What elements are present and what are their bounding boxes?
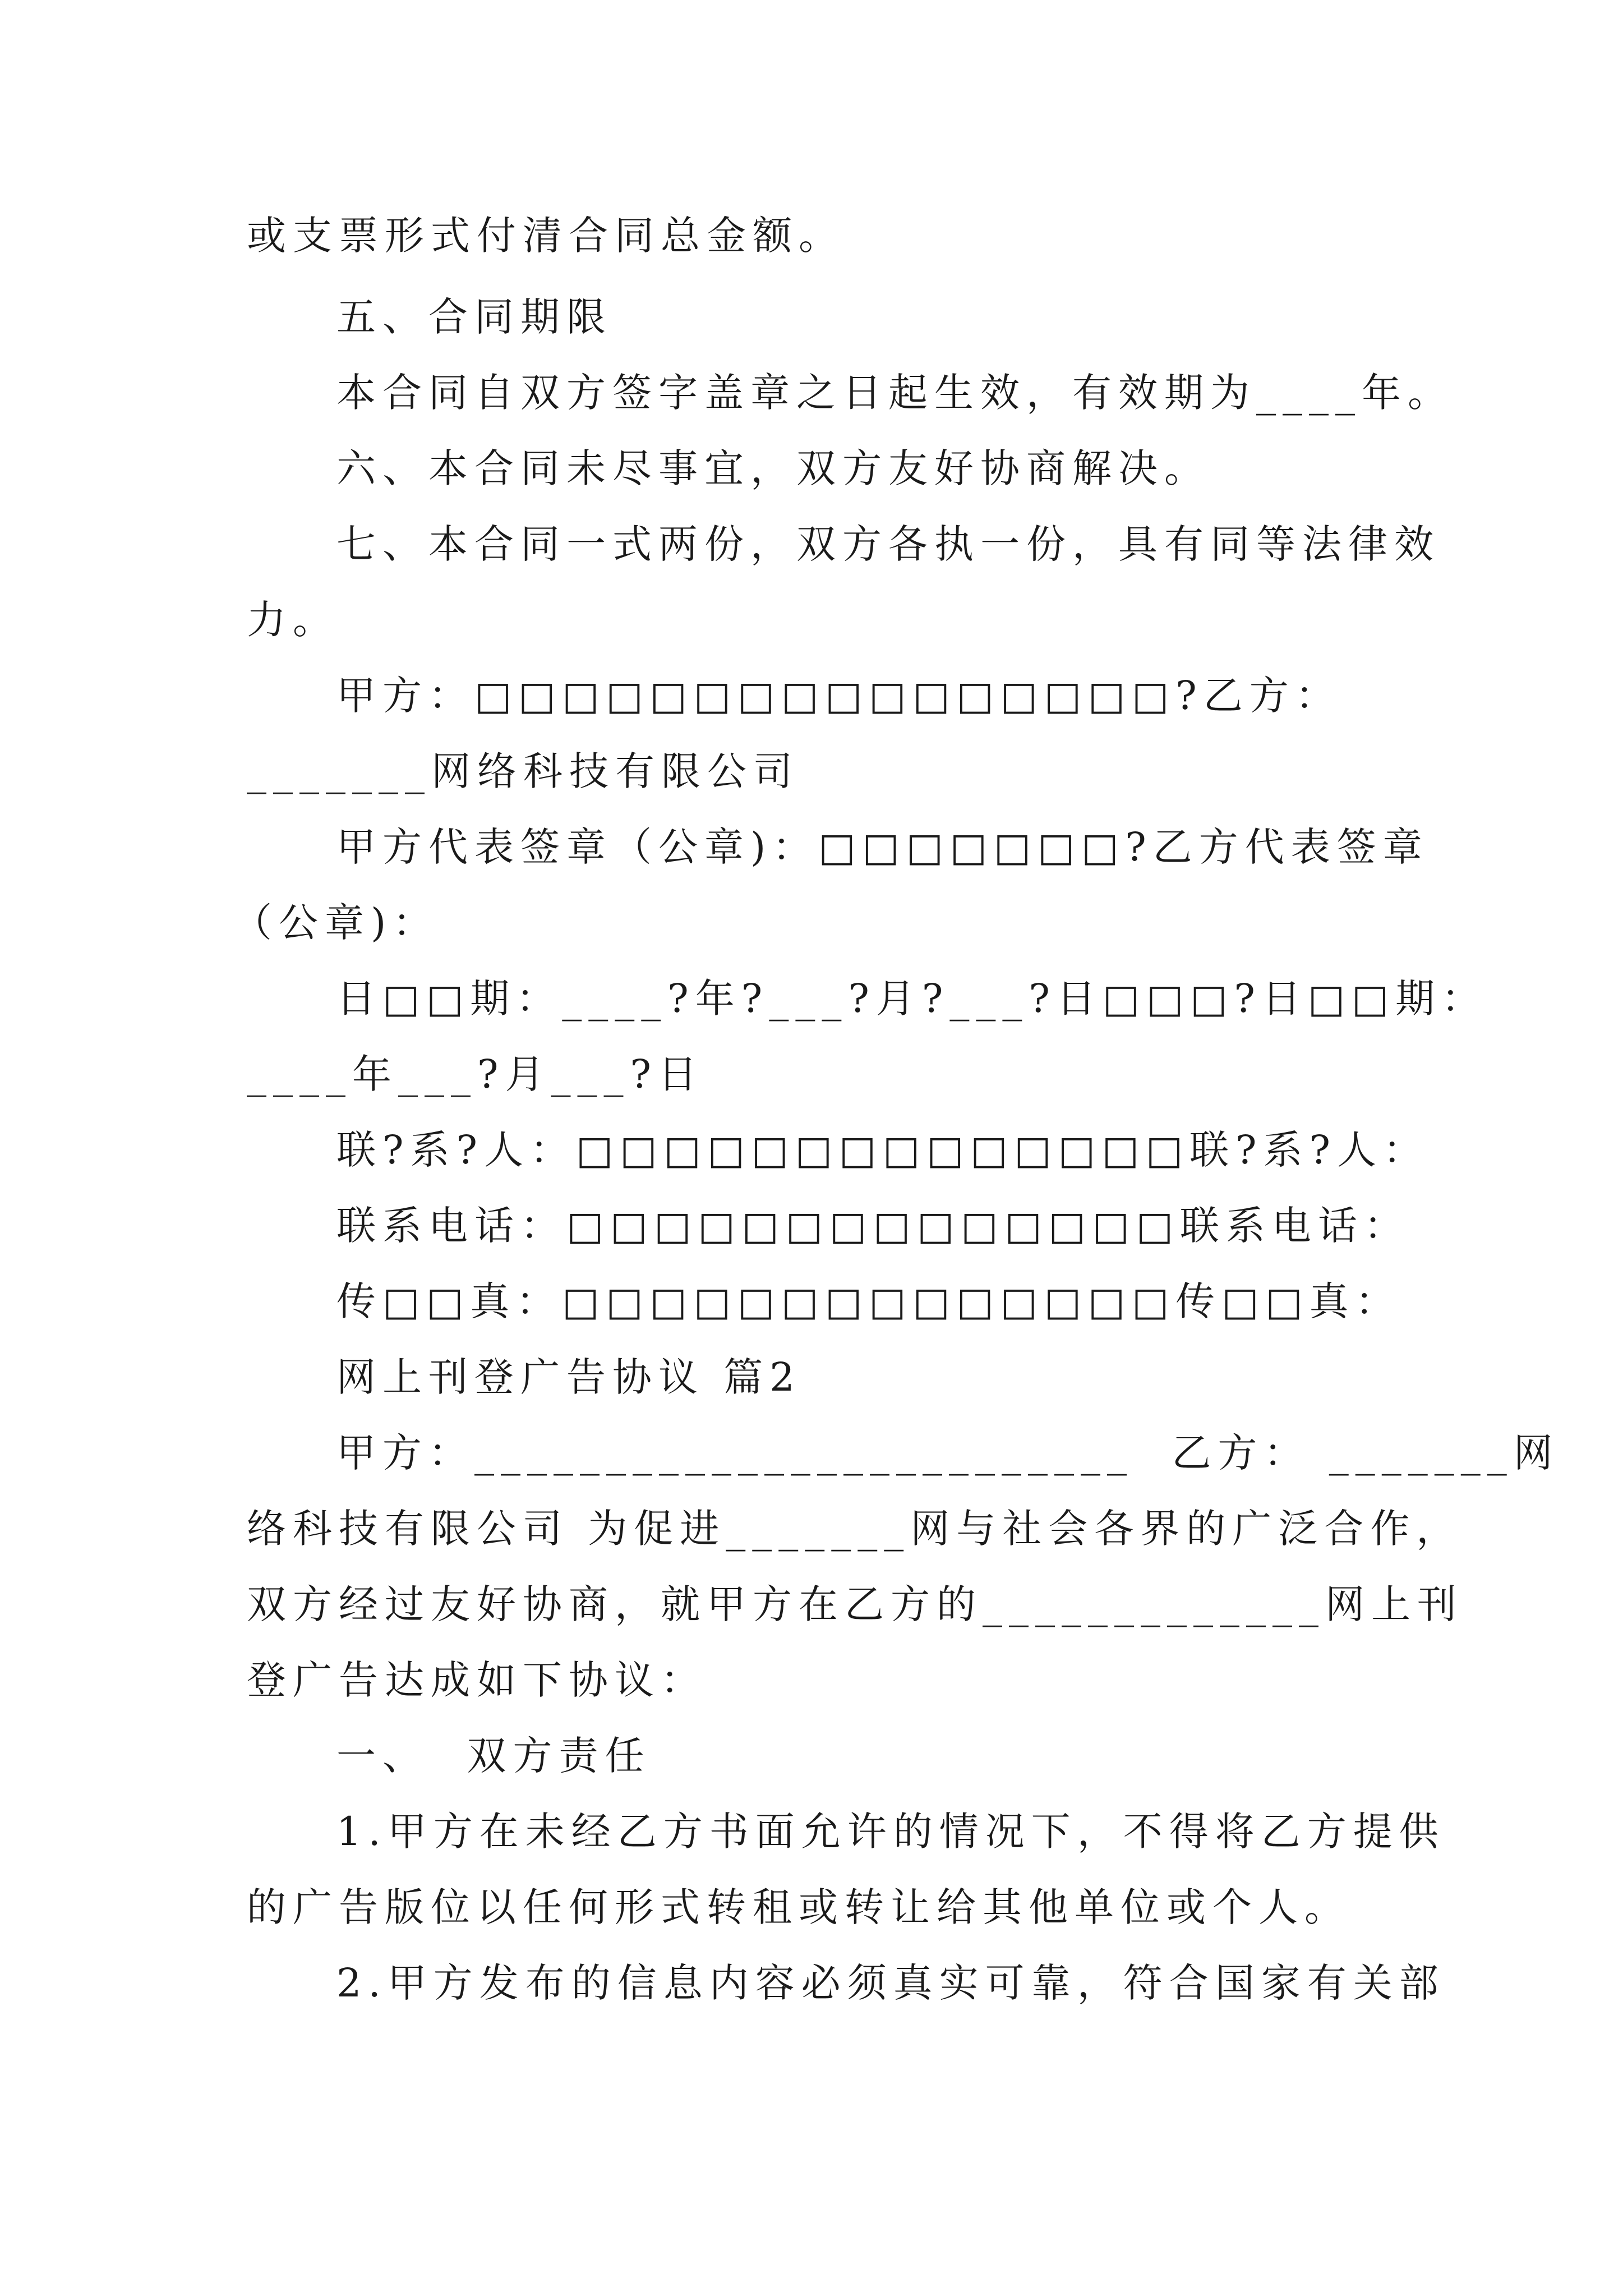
signature-line-b: （公章)： [233,900,439,946]
text-line-20: 登广告达成如下协议： [247,1657,707,1703]
text-line-6: 力。 [247,597,339,643]
contact-person-line: 联?系?人：□□□□□□□□□□□□□□联?系?人： [336,1127,1430,1173]
text-line-24: 2.甲方发布的信息内容必须真实可靠，符合国家有关部 [336,1960,1445,2006]
section-heading-5: 五、合同期限 [336,294,612,340]
text-line-1: 或支票形式付清合同总金额。 [247,213,845,259]
date-line-b: ____年___?月___?日 [247,1051,704,1097]
contact-phone-line: 联系电话：□□□□□□□□□□□□□□联系电话： [336,1203,1410,1249]
section-heading-1: 一、 双方责任 [336,1733,651,1779]
text-line-23: 的广告版位以任何形式转租或转让给其他单位或个人。 [247,1884,1350,1930]
signature-line-a: 甲方代表签章（公章)：□□□□□□□?乙方代表签章 [336,824,1429,870]
text-line-19: 双方经过友好协商，就甲方在乙方的_____________网上刊 [247,1581,1463,1627]
date-line-a: 日□□期：____?年?___?月?___?日□□□?日□□期： [336,976,1488,1022]
fax-line: 传□□真：□□□□□□□□□□□□□□传□□真： [336,1278,1401,1324]
text-line-5: 七、本合同一式两份，双方各执一份，具有同等法律效 [336,521,1440,567]
party-line-b: _______网络科技有限公司 [247,748,799,794]
document-title-2: 网上刊登广告协议 篇2 [336,1354,801,1400]
party-line-a: 甲方：□□□□□□□□□□□□□□□□?乙方： [336,673,1341,719]
text-line-18: 络科技有限公司 为促进_______网与社会各界的广泛合作， [247,1506,1463,1552]
text-line-22: 1.甲方在未经乙方书面允许的情况下，不得将乙方提供 [336,1809,1445,1855]
text-line-17: 甲方：_________________________ 乙方： _______网 [336,1430,1560,1476]
text-line-3: 本合同自双方签字盖章之日起生效，有效期为____年。 [336,370,1454,416]
text-line-4: 六、本合同未尽事宜，双方友好协商解决。 [336,445,1210,491]
